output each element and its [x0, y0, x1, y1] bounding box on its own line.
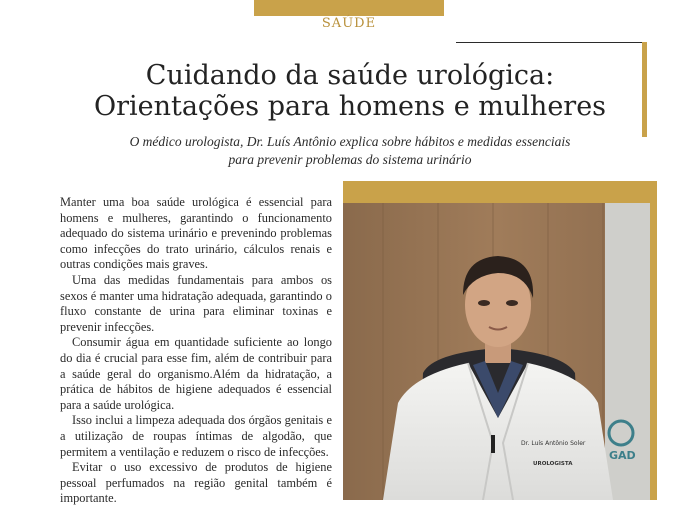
frame-line — [456, 42, 646, 43]
coat-title-embroidery: UROLOGISTA — [533, 461, 573, 467]
article-title — [40, 60, 660, 122]
photo-frame-top — [343, 181, 657, 203]
title-line-1: Cuidando da saúde urológica: — [145, 60, 555, 91]
paragraph: Evitar o uso excessivo de produtos de higiene pessoal perfumados na região genital também é importante. — [60, 460, 332, 506]
paragraph: Consumir água em quantidade suficiente ao longo do dia é crucial para esse fim, além de contribuir para a saúde geral do organismo.Além da hidratação, a prática de hábitos de higiene adequados é essencial para a saúde urológica. — [60, 335, 332, 412]
article-body — [60, 195, 332, 507]
subtitle-line-1: O médico urologista, Dr. Luís Antônio explica sobre hábitos e medidas essenciais — [129, 134, 571, 149]
clinic-logo: GAD — [609, 449, 636, 462]
paragraph: Isso inclui a limpeza adequada dos órgãos genitais e a utilização de roupas íntimas de algodão, que permitem a ventilação e reduzem o risco de infecções. — [60, 413, 332, 459]
paragraph: Manter uma boa saúde urológica é essencial para homens e mulheres, garantindo o funcionamento adequado do sistema urinário e prevenindo problemas como infecções do trato urinário, cálculos renais e outras condições mais graves. — [60, 195, 332, 272]
doctor-photo — [343, 203, 650, 500]
section-label: SAÚDE — [321, 16, 377, 31]
title-line-2: Orientações para homens e mulheres — [93, 91, 607, 122]
coat-name-embroidery: Dr. Luís Antônio Soler — [521, 440, 586, 447]
photo-frame-side — [650, 181, 657, 500]
article-subtitle — [40, 133, 660, 169]
subtitle-line-2: para prevenir problemas do sistema urinário — [228, 152, 472, 167]
header-gold-bar — [254, 0, 444, 16]
paragraph: Uma das medidas fundamentais para ambos os sexos é manter uma hidratação adequada, garantindo o fluxo constante de urina para eliminar toxinas e prevenir infecções. — [60, 272, 332, 334]
